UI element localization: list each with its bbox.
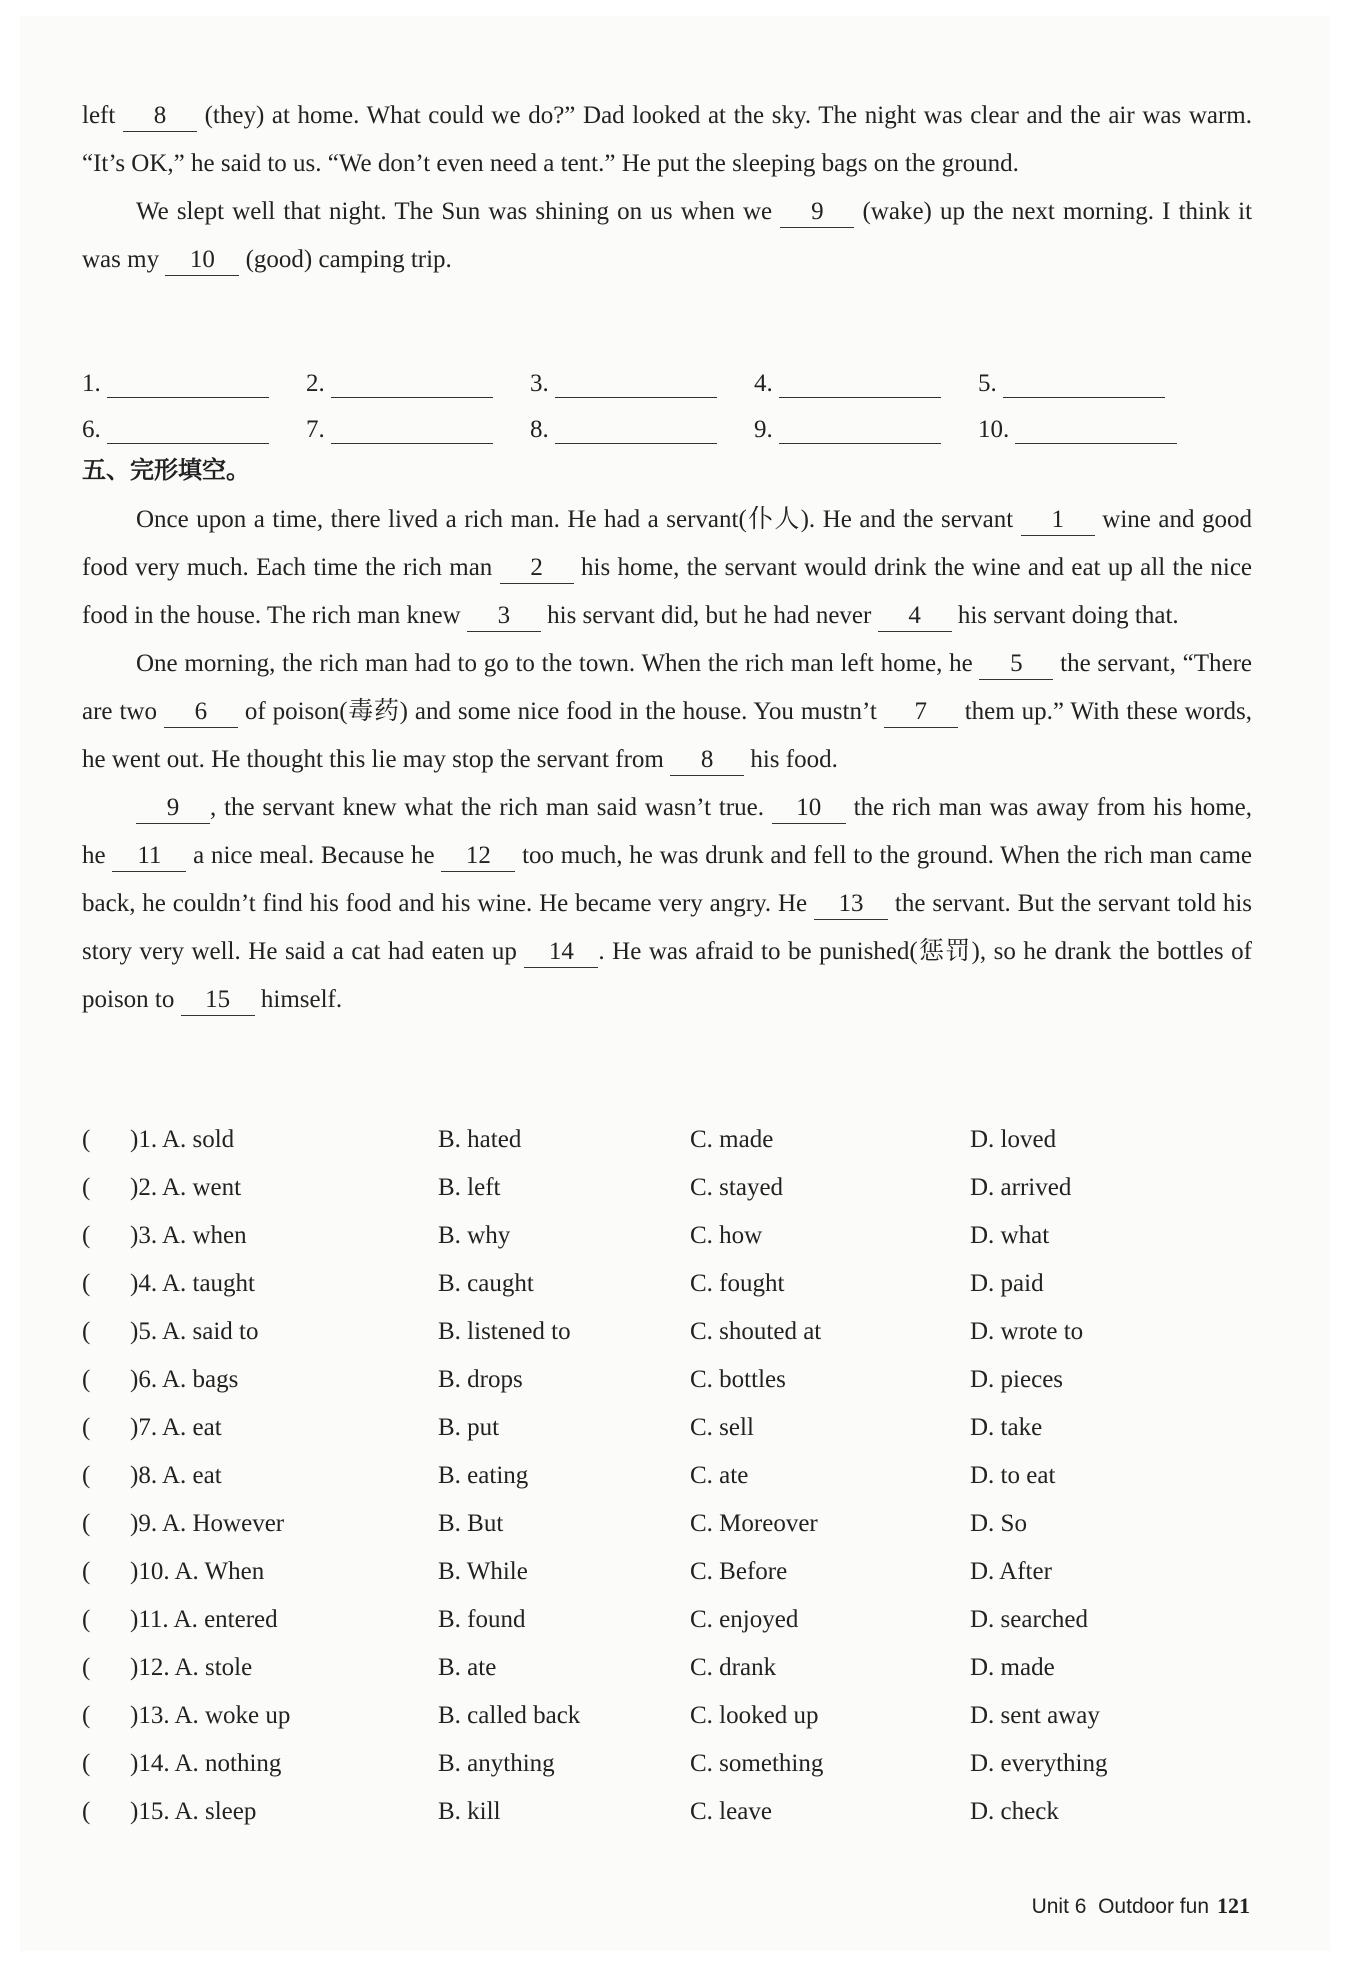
answer-slot[interactable]: 5. (978, 370, 1202, 398)
answer-paren[interactable]: ( (82, 1798, 91, 1825)
cloze-blank-14[interactable]: 14 (524, 937, 598, 968)
question-row (82, 1452, 1252, 1500)
page-footer (1032, 1893, 1250, 1919)
question-row (82, 1404, 1252, 1452)
cloze-blank-10[interactable]: 10 (772, 793, 846, 824)
blank-9[interactable]: 9 (780, 197, 854, 228)
option-d[interactable]: D. sent away (970, 1702, 1100, 1729)
cloze-blank-13[interactable]: 13 (814, 889, 888, 920)
question-row (82, 1116, 1252, 1164)
answer-paren[interactable]: ( (82, 1462, 91, 1489)
answer-slot[interactable]: 7. (306, 416, 530, 444)
cloze-blank-12[interactable]: 12 (441, 841, 515, 872)
answer-paren[interactable]: ( (82, 1270, 91, 1297)
cloze-blank-7[interactable]: 7 (884, 697, 958, 728)
option-c[interactable]: C. something (690, 1750, 824, 1777)
blank-10[interactable]: 10 (165, 245, 239, 276)
option-a[interactable]: )11. A. entered (130, 1606, 278, 1633)
option-a[interactable]: )13. A. woke up (130, 1702, 291, 1729)
answer-paren[interactable]: ( (82, 1318, 91, 1345)
option-b[interactable]: B. eating (438, 1462, 529, 1489)
option-d[interactable]: D. wrote to (970, 1318, 1084, 1345)
cloze-paragraph-3: 9 , the servant knew what the rich man said wasn’t true. 10 the rich man was away from his home, he 11 a nice meal. Because he 12 too much, he was drunk and fell to the ground. When the rich man came back, he couldn’t find his food and his wine. He became very angry. He 13 the servant. But the servant told his story very well. He said a cat had eaten up 14 . He was afraid to be punished(惩罚), so he drank the bottles of poison to 15 himself. (82, 784, 1252, 1024)
page-number: 121 (1217, 1893, 1250, 1918)
option-b[interactable]: B. But (438, 1510, 504, 1537)
option-c[interactable]: C. Moreover (690, 1510, 818, 1537)
option-d[interactable]: D. After (970, 1558, 1052, 1585)
answer-paren[interactable]: ( (82, 1366, 91, 1393)
answer-paren[interactable]: ( (82, 1126, 91, 1153)
answer-paren[interactable]: ( (82, 1414, 91, 1441)
answer-paren[interactable]: ( (82, 1654, 91, 1681)
answer-row (82, 398, 1252, 444)
option-a[interactable]: )12. A. stole (130, 1654, 253, 1681)
answer-paren[interactable]: ( (82, 1510, 91, 1537)
option-b[interactable]: B. drops (438, 1366, 523, 1393)
option-c[interactable]: C. drank (690, 1654, 777, 1681)
option-b[interactable]: B. While (438, 1558, 528, 1585)
question-row (82, 1788, 1252, 1836)
blank-8[interactable]: 8 (123, 101, 197, 132)
cloze-blank-5[interactable]: 5 (979, 649, 1053, 680)
answer-paren[interactable]: ( (82, 1606, 91, 1633)
option-d[interactable]: D. searched (970, 1606, 1088, 1633)
answer-paren[interactable]: ( (82, 1222, 91, 1249)
option-b[interactable]: B. found (438, 1606, 526, 1633)
option-a[interactable]: )2. A. went (130, 1174, 242, 1201)
option-a[interactable]: )7. A. eat (130, 1414, 222, 1441)
answer-slot[interactable]: 2. (306, 370, 530, 398)
option-a[interactable]: )14. A. nothing (130, 1750, 282, 1777)
option-d[interactable]: D. loved (970, 1126, 1057, 1153)
cloze-blank-3[interactable]: 3 (467, 601, 541, 632)
option-b[interactable]: B. hated (438, 1126, 522, 1153)
question-row (82, 1692, 1252, 1740)
option-d[interactable]: D. So (970, 1510, 1027, 1537)
option-b[interactable]: B. called back (438, 1702, 581, 1729)
cloze-blank-8[interactable]: 8 (670, 745, 744, 776)
answer-slot[interactable]: 6. (82, 416, 306, 444)
option-b[interactable]: B. caught (438, 1270, 534, 1297)
cloze-blank-1[interactable]: 1 (1021, 505, 1095, 536)
option-d[interactable]: D. made (970, 1654, 1055, 1681)
option-b[interactable]: B. put (438, 1414, 500, 1441)
option-b[interactable]: B. kill (438, 1798, 501, 1825)
cloze-blank-2[interactable]: 2 (500, 553, 574, 584)
answer-slot[interactable]: 3. (530, 370, 754, 398)
question-row (82, 1164, 1252, 1212)
option-a[interactable]: )5. A. said to (130, 1318, 259, 1345)
option-a[interactable]: )1. A. sold (130, 1126, 235, 1153)
question-row (82, 1308, 1252, 1356)
question-row (82, 1644, 1252, 1692)
answer-slot[interactable]: 9. (754, 416, 978, 444)
question-row (82, 1500, 1252, 1548)
option-b[interactable]: B. ate (438, 1654, 497, 1681)
option-c[interactable]: C. how (690, 1222, 763, 1249)
option-c[interactable]: C. bottles (690, 1366, 786, 1393)
cloze-blank-9[interactable]: 9 (136, 793, 210, 824)
option-c[interactable]: C. ate (690, 1462, 749, 1489)
answer-slot[interactable]: 4. (754, 370, 978, 398)
option-d[interactable]: D. to eat (970, 1462, 1056, 1489)
option-a[interactable]: )9. A. However (130, 1510, 285, 1537)
answer-lines (82, 352, 1252, 444)
question-row (82, 1356, 1252, 1404)
option-b[interactable]: B. anything (438, 1750, 555, 1777)
cloze-blank-6[interactable]: 6 (164, 697, 238, 728)
cloze-blank-15[interactable]: 15 (181, 985, 255, 1016)
answer-row (82, 352, 1252, 398)
option-c[interactable]: C. stayed (690, 1174, 784, 1201)
answer-paren[interactable]: ( (82, 1750, 91, 1777)
passage-continued (82, 92, 1252, 284)
cloze-blank-4[interactable]: 4 (878, 601, 952, 632)
option-a[interactable]: )10. A. When (130, 1558, 265, 1585)
option-d[interactable]: D. paid (970, 1270, 1044, 1297)
question-row (82, 1596, 1252, 1644)
question-row (82, 1212, 1252, 1260)
option-d[interactable]: D. check (970, 1798, 1059, 1825)
option-c[interactable]: C. shouted at (690, 1318, 822, 1345)
option-c[interactable]: C. leave (690, 1798, 772, 1825)
option-b[interactable]: B. why (438, 1222, 511, 1249)
option-c[interactable]: C. sell (690, 1414, 754, 1441)
answer-slot[interactable]: 10. (978, 416, 1202, 444)
unit-title: Unit 6 Outdoor fun (1031, 1895, 1209, 1918)
passage-paragraph-1: left 8 (they) at home. What could we do?” Dad looked at the sky. The night was clear and the air was warm. “It’s OK,” he said to us. “We don’t even need a tent.” He put the sleeping bags on the ground. (82, 102, 1252, 177)
question-row (82, 1740, 1252, 1788)
cloze-passage (82, 496, 1252, 1024)
workbook-page (20, 16, 1330, 1951)
option-a[interactable]: )15. A. sleep (130, 1798, 257, 1825)
option-a[interactable]: )8. A. eat (130, 1462, 222, 1489)
option-b[interactable]: B. left (438, 1174, 501, 1201)
option-d[interactable]: D. arrived (970, 1174, 1072, 1201)
cloze-paragraph-1: Once upon a time, there lived a rich man. He had a servant(仆人). He and the servant 1 wine and good food very much. Each time the rich man 2 his home, the servant would drink the wine and eat up all the nice food in the house. The rich man knew 3 his servant did, but he had never 4 his servant doing that. (82, 496, 1252, 640)
option-a[interactable]: )4. A. taught (130, 1270, 255, 1297)
answer-slot[interactable]: 8. (530, 416, 754, 444)
option-c[interactable]: C. looked up (690, 1702, 819, 1729)
answer-paren[interactable]: ( (82, 1174, 91, 1201)
answer-paren[interactable]: ( (82, 1702, 91, 1729)
question-row (82, 1548, 1252, 1596)
answer-paren[interactable]: ( (82, 1558, 91, 1585)
options-list (82, 1116, 1252, 1836)
passage-paragraph-2: We slept well that night. The Sun was shining on us when we 9 (wake) up the next morning. I think it was my 10 (good) camping trip. (82, 188, 1252, 284)
answer-slot[interactable]: 1. (82, 370, 306, 398)
option-a[interactable]: )3. A. when (130, 1222, 247, 1249)
question-row (82, 1260, 1252, 1308)
option-d[interactable]: D. everything (970, 1750, 1108, 1777)
option-a[interactable]: )6. A. bags (130, 1366, 239, 1393)
section-title: 五、完形填空。 (82, 456, 250, 484)
option-c[interactable]: C. made (690, 1126, 774, 1153)
option-c[interactable]: C. fought (690, 1270, 785, 1297)
option-b[interactable]: B. listened to (438, 1318, 571, 1345)
option-c[interactable]: C. Before (690, 1558, 788, 1585)
option-c[interactable]: C. enjoyed (690, 1606, 799, 1633)
option-d[interactable]: D. pieces (970, 1366, 1064, 1393)
cloze-blank-11[interactable]: 11 (112, 841, 186, 872)
option-d[interactable]: D. what (970, 1222, 1050, 1249)
option-d[interactable]: D. take (970, 1414, 1043, 1441)
cloze-paragraph-2: One morning, the rich man had to go to the town. When the rich man left home, he 5 the servant, “There are two 6 of poison(毒药) and some nice food in the house. You mustn’t 7 them up.” With these words, he went out. He thought this lie may stop the servant from 8 his food. (82, 640, 1252, 784)
